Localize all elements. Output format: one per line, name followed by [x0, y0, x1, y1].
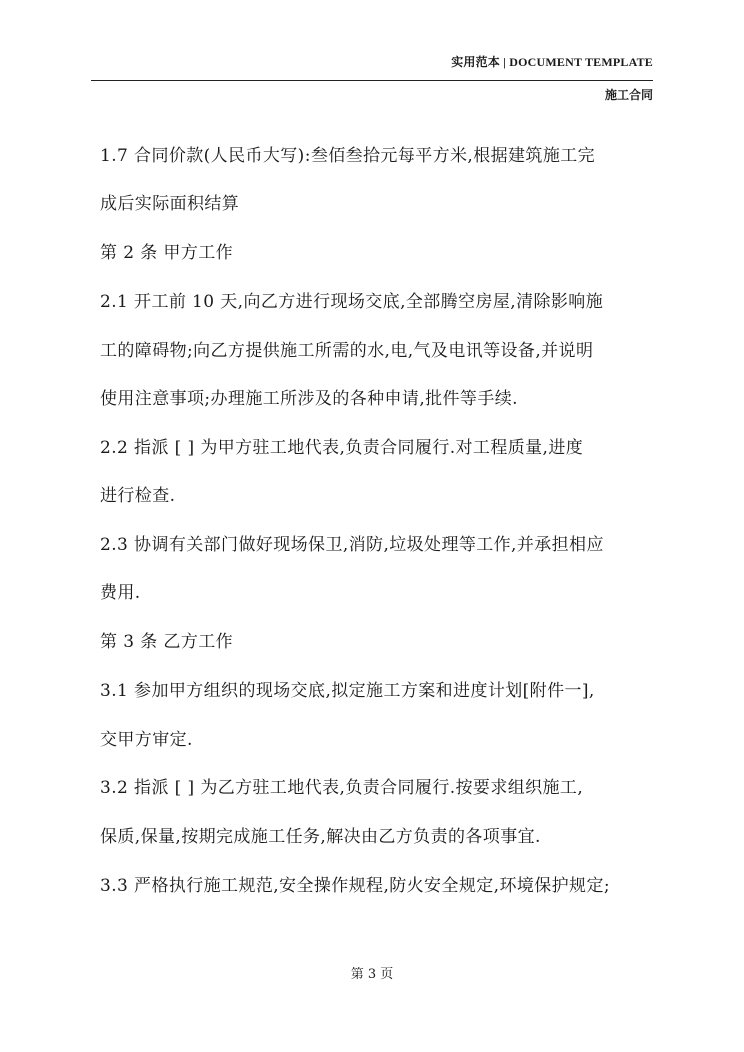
section-heading: 第 2 条 甲方工作 — [100, 243, 234, 263]
page-number: 第 3 页 — [350, 967, 394, 982]
text-line: 1.7 合同价款(人民币大写):叁佰叁拾元每平方米,根据建筑施工完 — [100, 146, 596, 166]
text-line: 成后实际面积结算 — [100, 194, 240, 214]
text-line: 费用. — [100, 583, 141, 603]
header-divider — [91, 80, 653, 81]
text-line: 交甲方审定. — [100, 730, 193, 750]
section-heading: 第 3 条 乙方工作 — [100, 632, 234, 652]
header-subtitle: 施工合同 — [604, 88, 653, 102]
header-title: 实用范本 | DOCUMENT TEMPLATE — [451, 55, 653, 69]
text-line: 3.2 指派 [ ] 为乙方驻工地代表,负责合同履行.按要求组织施工, — [100, 778, 584, 798]
text-line: 使用注意事项;办理施工所涉及的各种申请,批件等手续. — [100, 389, 518, 409]
text-line: 2.1 开工前 10 天,向乙方进行现场交底,全部腾空房屋,清除影响施 — [100, 292, 604, 312]
text-line: 保质,保量,按期完成施工任务,解决由乙方负责的各项事宜. — [100, 827, 541, 847]
text-line: 工的障碍物;向乙方提供施工所需的水,电,气及电讯等设备,并说明 — [100, 341, 594, 361]
text-line: 2.3 协调有关部门做好现场保卫,消防,垃圾处理等工作,并承担相应 — [100, 535, 604, 555]
text-line: 3.3 严格执行施工规范,安全操作规程,防火安全规定,环境保护规定; — [100, 876, 610, 896]
text-line: 3.1 参加甲方组织的现场交底,拟定施工方案和进度计划[附件一], — [100, 681, 595, 701]
text-line: 进行检查. — [100, 486, 176, 506]
text-line: 2.2 指派 [ ] 为甲方驻工地代表,负责合同履行.对工程质量,进度 — [100, 438, 584, 458]
